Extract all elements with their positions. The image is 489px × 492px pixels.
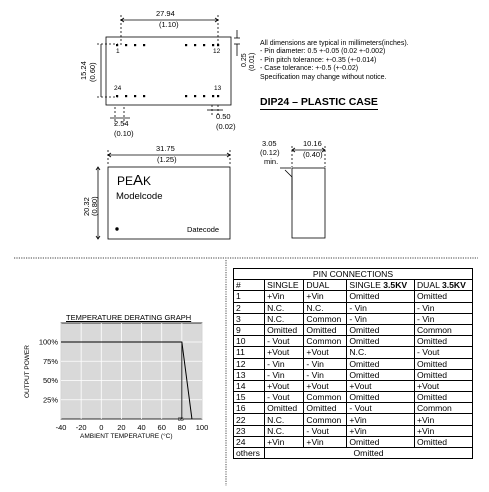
column-header: SINGLE 3.5KV: [347, 280, 415, 291]
table-cell: 16: [234, 403, 265, 414]
table-row: [234, 414, 473, 425]
note-line: - Pin diameter: 0.5 +-0.05 (0.02 +-0.002): [260, 48, 386, 56]
note-line: Specification may change without notice.: [260, 73, 387, 81]
table-cell: Omitted: [347, 369, 415, 380]
table-cell-others-value: Omitted: [265, 448, 473, 459]
table-cell: +Vout: [347, 380, 415, 391]
y-tick-label: 75%: [42, 356, 58, 366]
x-tick-label: 40: [137, 423, 146, 432]
table-cell: Omitted: [347, 436, 415, 447]
table-cell: Omitted: [304, 403, 347, 414]
table-cell: Omitted: [304, 324, 347, 335]
table-cell: - Vin: [347, 313, 415, 324]
table-cell: +Vout: [304, 380, 347, 391]
table-cell: Common: [304, 336, 347, 347]
table-cell: N.C.: [265, 414, 304, 425]
pin-length-min: min.: [264, 157, 279, 166]
table-cell: N.C.: [265, 313, 304, 324]
table-cell: Common: [304, 313, 347, 324]
pitch-dimension-in: (0.01): [249, 52, 256, 71]
x-tick-label: 100: [195, 423, 209, 432]
pin-spacing-in: (0.10): [114, 129, 134, 138]
table-cell: +Vin: [304, 291, 347, 302]
table-row: [234, 358, 473, 369]
depth-mm: 10.16: [303, 139, 322, 148]
derating-graph-title: TEMPERATURE DERATING GRAPH: [66, 313, 192, 322]
pin-length-in: (0.12): [260, 148, 280, 157]
pin-12-label: 12: [213, 48, 221, 55]
column-header: SINGLE: [265, 280, 304, 291]
case-width-mm: 31.75: [156, 144, 175, 153]
pin-offset-in: (0.02): [216, 122, 236, 131]
table-cell: - Vin: [265, 369, 304, 380]
table-cell: 9: [234, 324, 265, 335]
table-header-row: [234, 280, 473, 291]
table-cell: Common: [414, 403, 472, 414]
table-cell: 12: [234, 358, 265, 369]
height-dimension-in: (0.60): [88, 62, 97, 82]
column-header-bold: 3.5KV: [383, 280, 408, 291]
table-cell: 11: [234, 347, 265, 358]
table-cell: 15: [234, 392, 265, 403]
table-cell: - Vout: [414, 347, 472, 358]
table-cell: - Vin: [414, 313, 472, 324]
table-cell: Omitted: [414, 436, 472, 447]
column-header-bold: 3.5KV: [441, 280, 466, 291]
plot-area: [61, 323, 202, 419]
note-line: All dimensions are typical in millimeters(inches).: [260, 40, 409, 47]
table-cell: 2: [234, 302, 265, 313]
table-row: [234, 380, 473, 391]
derating-x-axis-label: AMBIENT TEMPERATURE (°C): [80, 433, 173, 440]
table-cell: N.C.: [304, 302, 347, 313]
table-cell: - Vin: [347, 302, 415, 313]
table-row: [234, 392, 473, 403]
table-row: [234, 324, 473, 335]
case-title: DIP24 – PLASTIC CASE: [260, 96, 378, 108]
pin-length-mm: 3.05: [262, 139, 277, 148]
table-cell: Common: [304, 392, 347, 403]
table-cell: 14: [234, 380, 265, 391]
table-cell: - Vout: [265, 392, 304, 403]
table-cell: - Vin: [304, 369, 347, 380]
pitch-dimension-mm: 0.25: [241, 53, 248, 67]
note-line: - Pin pitch tolerance: +-0.35 (+-0.014): [260, 56, 377, 64]
table-cell: Omitted: [347, 291, 415, 302]
brand-logo-pe: PE: [117, 174, 134, 188]
table-cell: +Vin: [414, 425, 472, 436]
x-tick-label: 20: [117, 423, 126, 432]
y-tick-label: 25%: [42, 395, 58, 405]
x-tick-label: -20: [75, 423, 87, 432]
table-cell: 10: [234, 336, 265, 347]
column-header: DUAL: [304, 280, 347, 291]
table-cell: +Vin: [304, 436, 347, 447]
table-cell: +Vin: [347, 414, 415, 425]
table-cell: Omitted: [265, 403, 304, 414]
table-cell: N.C.: [347, 347, 415, 358]
y-tick-label: 100%: [38, 337, 58, 347]
table-row: [234, 336, 473, 347]
table-cell: +Vin: [347, 425, 415, 436]
table-cell: +Vout: [265, 347, 304, 358]
y-tick-label: 50%: [42, 376, 58, 385]
table-title: PIN CONNECTIONS: [234, 269, 473, 280]
pin-1-label: 1: [116, 48, 120, 55]
column-header: DUAL 3.5KV: [414, 280, 472, 291]
table-cell: Omitted: [265, 324, 304, 335]
table-title-row: [234, 269, 473, 280]
table-cell: +Vin: [265, 291, 304, 302]
width-dimension-mm: 27.94: [156, 9, 175, 18]
table-cell: 3: [234, 313, 265, 324]
table-cell: Omitted: [347, 392, 415, 403]
x-tick-label: 80: [177, 423, 187, 432]
table-row: [234, 302, 473, 313]
x-tick-label: 60: [157, 423, 166, 432]
table-cell: Common: [304, 414, 347, 425]
depth-in: (0.40): [303, 150, 323, 159]
table-cell: 23: [234, 425, 265, 436]
height-dimension-mm: 15.24: [79, 61, 88, 80]
table-cell: N.C.: [265, 425, 304, 436]
table-cell: 24: [234, 436, 265, 447]
table-cell: 1: [234, 291, 265, 302]
table-row: [234, 347, 473, 358]
table-cell: Omitted: [347, 336, 415, 347]
table-cell: +Vout: [414, 380, 472, 391]
case-height-in: (0.80): [90, 196, 99, 216]
modelcode-label: Modelcode: [116, 191, 163, 202]
table-cell: 13: [234, 369, 265, 380]
pin-13-label: 13: [214, 85, 222, 92]
pin-spacing-mm: 2.54: [114, 119, 129, 128]
column-header: #: [234, 280, 265, 291]
table-cell: - Vout: [304, 425, 347, 436]
table-cell: +Vin: [265, 436, 304, 447]
table-row: [234, 369, 473, 380]
table-cell: N.C.: [265, 302, 304, 313]
table-row-others: [234, 448, 473, 459]
table-cell: - Vout: [347, 403, 415, 414]
table-cell: Omitted: [414, 369, 472, 380]
table-cell: +Vout: [265, 380, 304, 391]
case-width-in: (1.25): [157, 155, 177, 164]
x-marker-label: 85: [178, 417, 184, 423]
derating-y-axis-label: OUTPUT POWER: [24, 345, 31, 398]
pin-offset-mm: 0.50: [216, 112, 231, 121]
table-cell: Omitted: [414, 291, 472, 302]
table-cell: Omitted: [347, 324, 415, 335]
brand-logo-a: A: [133, 172, 144, 189]
table-cell: Omitted: [414, 392, 472, 403]
case-height-mm: 20.32: [82, 197, 91, 216]
table-row: [234, 313, 473, 324]
table-row: [234, 425, 473, 436]
table-cell: Omitted: [347, 358, 415, 369]
width-dimension-in: (1.10): [159, 20, 179, 29]
table-row: [234, 436, 473, 447]
table-cell: Common: [414, 324, 472, 335]
x-tick-label: -40: [55, 423, 67, 432]
x-tick-label: 0: [99, 423, 104, 432]
pin-24-label: 24: [114, 85, 122, 92]
table-row: [234, 291, 473, 302]
table-cell-others-label: others: [234, 448, 265, 459]
datecode-label: Datecode: [187, 225, 220, 234]
table-cell: - Vin: [265, 358, 304, 369]
table-cell: +Vin: [414, 414, 472, 425]
table-cell: Omitted: [414, 358, 472, 369]
table-row: [234, 403, 473, 414]
note-line: - Case tolerance: +-0.5 (+-0.02): [260, 65, 359, 73]
pin-connections-table: [233, 268, 473, 459]
table-cell: Omitted: [414, 336, 472, 347]
table-cell: - Vout: [265, 336, 304, 347]
table-cell: 22: [234, 414, 265, 425]
brand-logo-k: K: [143, 174, 152, 188]
table-cell: - Vin: [304, 358, 347, 369]
table-cell: - Vin: [414, 302, 472, 313]
table-cell: +Vout: [304, 347, 347, 358]
